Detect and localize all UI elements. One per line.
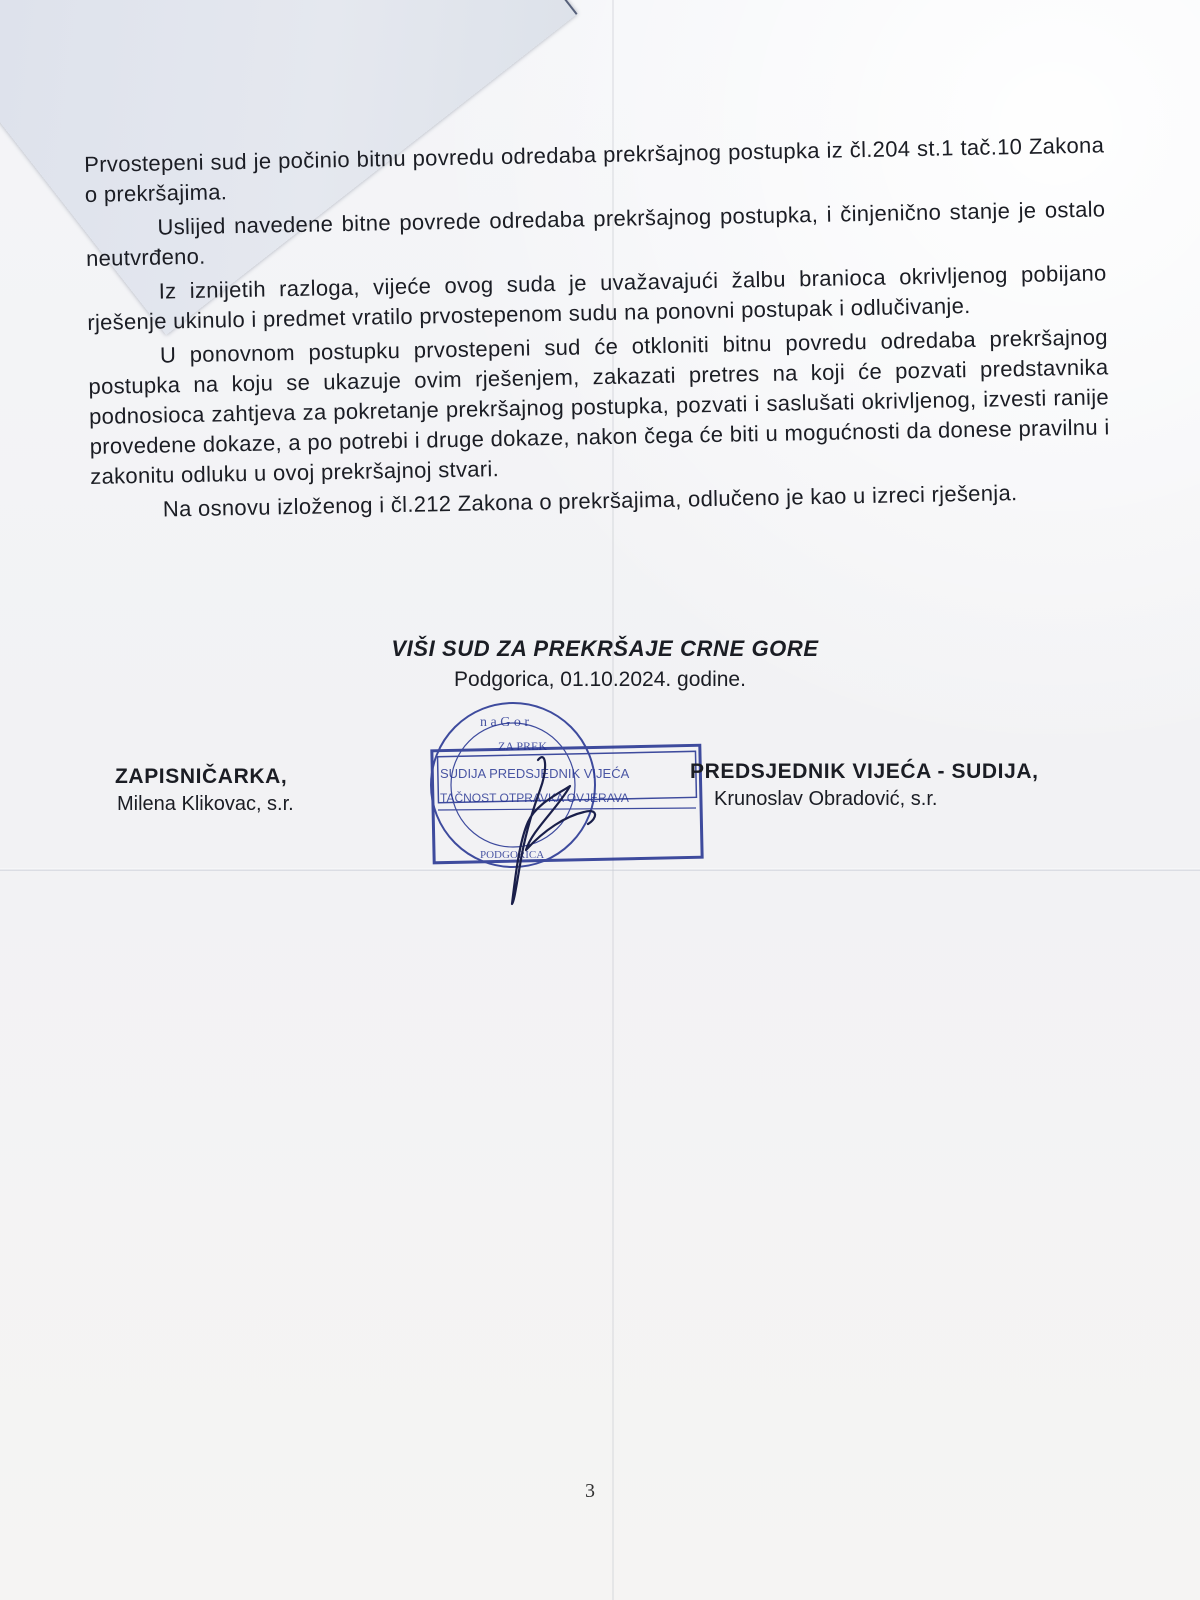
page-number: 3 <box>585 1480 595 1502</box>
stamp-box-line-1: SUDIJA PREDSJEDNIK VIJEĆA <box>440 766 630 781</box>
court-stamp <box>428 690 718 910</box>
paragraph-procedural-violation: Prvostepeni sud je počinio bitnu povredu odredaba prekršajnog postupka iz čl.204 st.1 tač.10 Zakona o prekršajima. <box>84 132 1105 207</box>
court-name: VIŠI SUD ZA PREKRŠAJE CRNE GORE <box>391 636 819 661</box>
judge-name: Krunoslav Obradović, s.r. <box>714 788 938 810</box>
judge-signature-block <box>690 760 1039 811</box>
stamp-box-line-2: TAČNOST OTPRAVKA OVJERAVA <box>440 791 629 805</box>
clerk-name: Milena Klikovac, s.r. <box>117 793 294 815</box>
stamp-and-signature-graphic <box>428 690 718 910</box>
clerk-signature-block <box>115 765 294 816</box>
paragraph-appeal-upheld: Iz iznijetih razloga, vijeće ovog suda je uvažavajući žalbu branioca okrivljenog pobijano rješenje ukinulo i predmet vratilo prvostepenom sudu na ponovni postupak i odlučivanje. <box>87 260 1107 335</box>
judge-role: PREDSJEDNIK VIJEĆA - SUDIJA, <box>690 760 1039 783</box>
clerk-role: ZAPISNIČARKA, <box>115 765 288 788</box>
paragraph-legal-basis: Na osnovu izloženog i čl.212 Zakona o prekršajima, odlučeno je kao u izreci rješenja. <box>162 480 1018 522</box>
place-and-date: Podgorica, 01.10.2024. godine. <box>454 668 746 691</box>
box-stamp-rule <box>438 808 696 810</box>
paragraph-retrial-instructions: U ponovnom postupku prvostepeni sud će otkloniti bitnu povredu odredaba prekršajnog postupka na koju se ukazuje ovim rješenjem, zakazati pretres na koji će pozvati predstavnika podnosioca zahtjeva za pokretanje prekršajnog postupka, pozvati i saslušati okrivljenog, izvesti ranije provedene dokaze, a po potrebi i druge dokaze, nakon čega će biti u mogućnosti da donese pravilnu i zakonitu odluku u ovoj prekršajnoj stvari. <box>88 324 1110 489</box>
seal-text-top: n a G o r <box>480 715 529 730</box>
decision-reasoning-text <box>84 130 1111 530</box>
paragraph-facts-unestablished: Uslijed navedene bitne povrede odredaba prekršajnog postupka, i činjenično stanje je ostalo neutvrđeno. <box>85 196 1106 271</box>
seal-text-bottom: PODGORICA <box>480 849 545 861</box>
seal-text-mid: ZA PREK <box>498 739 548 753</box>
